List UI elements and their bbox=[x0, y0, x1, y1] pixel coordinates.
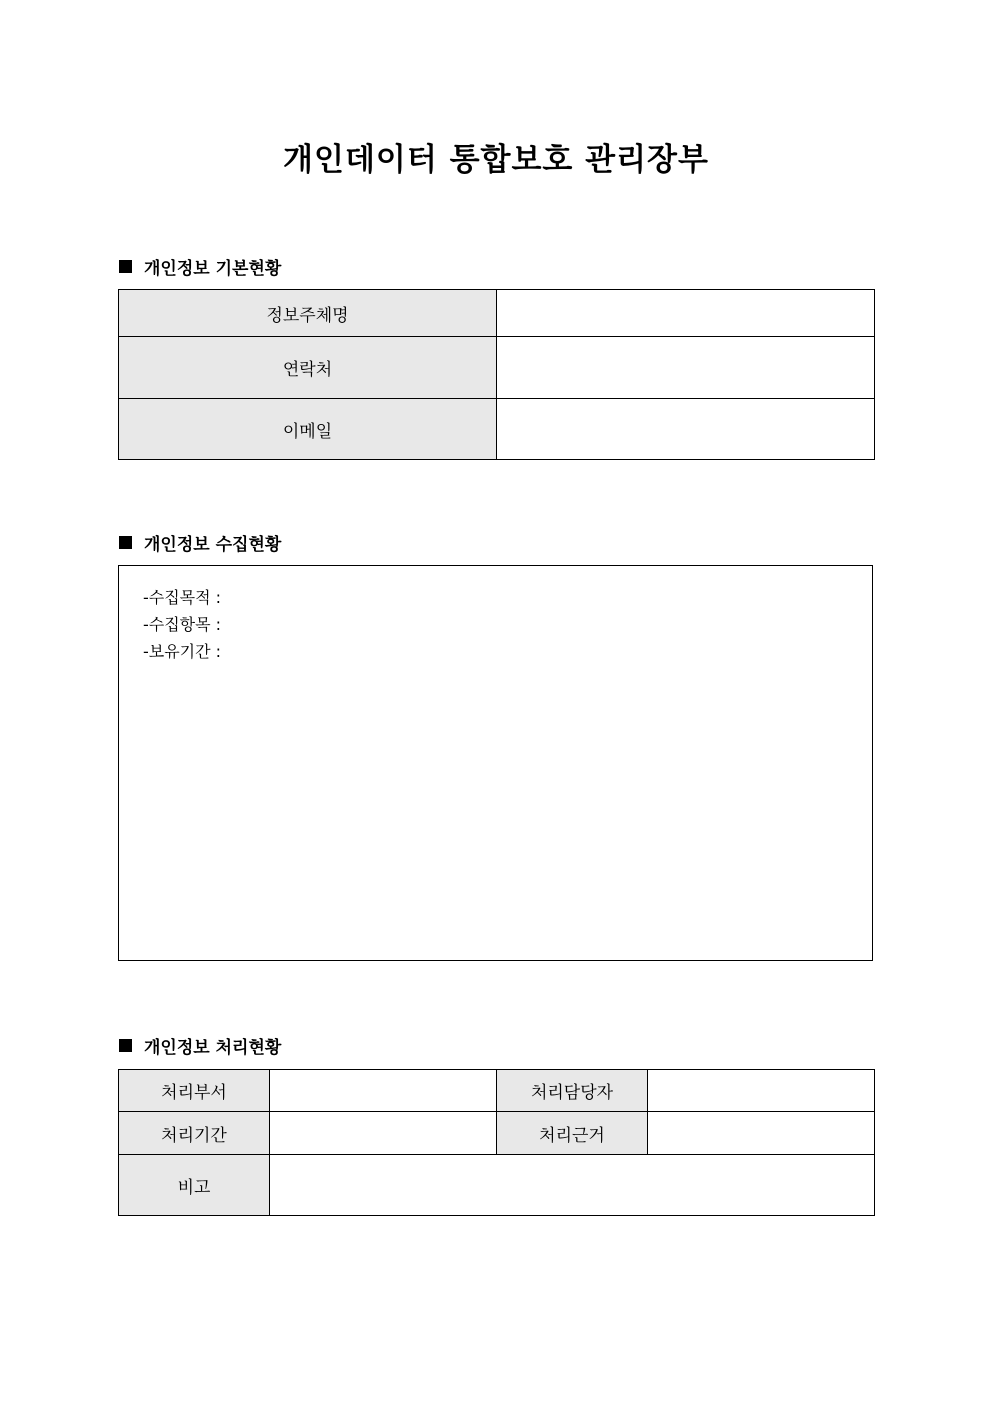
dept-label: 처리부서 bbox=[119, 1070, 270, 1112]
table-row bbox=[119, 1155, 875, 1216]
collection-items-line: -수집항목 : bbox=[143, 615, 222, 634]
subject-name-label: 정보주체명 bbox=[119, 290, 497, 337]
manager-label: 처리담당자 bbox=[497, 1070, 648, 1112]
table-row bbox=[119, 1070, 875, 1112]
square-bullet-icon bbox=[119, 1039, 132, 1052]
table-row bbox=[119, 1112, 875, 1155]
subject-name-field[interactable] bbox=[497, 290, 875, 337]
note-field[interactable] bbox=[270, 1155, 875, 1216]
email-field[interactable] bbox=[497, 399, 875, 460]
section-heading-processing-label: 개인정보 처리현황 bbox=[144, 1038, 282, 1058]
period-field[interactable] bbox=[270, 1112, 497, 1155]
basis-field[interactable] bbox=[648, 1112, 875, 1155]
table-row bbox=[119, 290, 875, 337]
processing-table bbox=[118, 1069, 875, 1216]
manager-field[interactable] bbox=[648, 1070, 875, 1112]
square-bullet-icon bbox=[119, 260, 132, 273]
section-heading-collection bbox=[119, 530, 281, 555]
section-heading-basic bbox=[119, 254, 281, 279]
section-heading-collection-label: 개인정보 수집현황 bbox=[144, 535, 282, 555]
collection-purpose-line: -수집목적 : bbox=[143, 588, 222, 607]
square-bullet-icon bbox=[119, 536, 132, 549]
contact-label: 연락처 bbox=[119, 337, 497, 399]
dept-field[interactable] bbox=[270, 1070, 497, 1112]
email-label: 이메일 bbox=[119, 399, 497, 460]
table-row bbox=[119, 399, 875, 460]
document-title: 개인데이터 통합보호 관리장부 bbox=[283, 142, 709, 178]
basic-info-table bbox=[118, 289, 875, 460]
table-row bbox=[119, 337, 875, 399]
contact-field[interactable] bbox=[497, 337, 875, 399]
note-label: 비고 bbox=[119, 1155, 270, 1216]
basis-label: 처리근거 bbox=[497, 1112, 648, 1155]
retention-period-line: -보유기간 : bbox=[143, 642, 222, 661]
section-heading-basic-label: 개인정보 기본현황 bbox=[144, 259, 282, 279]
collection-details-box[interactable] bbox=[118, 565, 873, 961]
period-label: 처리기간 bbox=[119, 1112, 270, 1155]
section-heading-processing bbox=[119, 1033, 281, 1058]
